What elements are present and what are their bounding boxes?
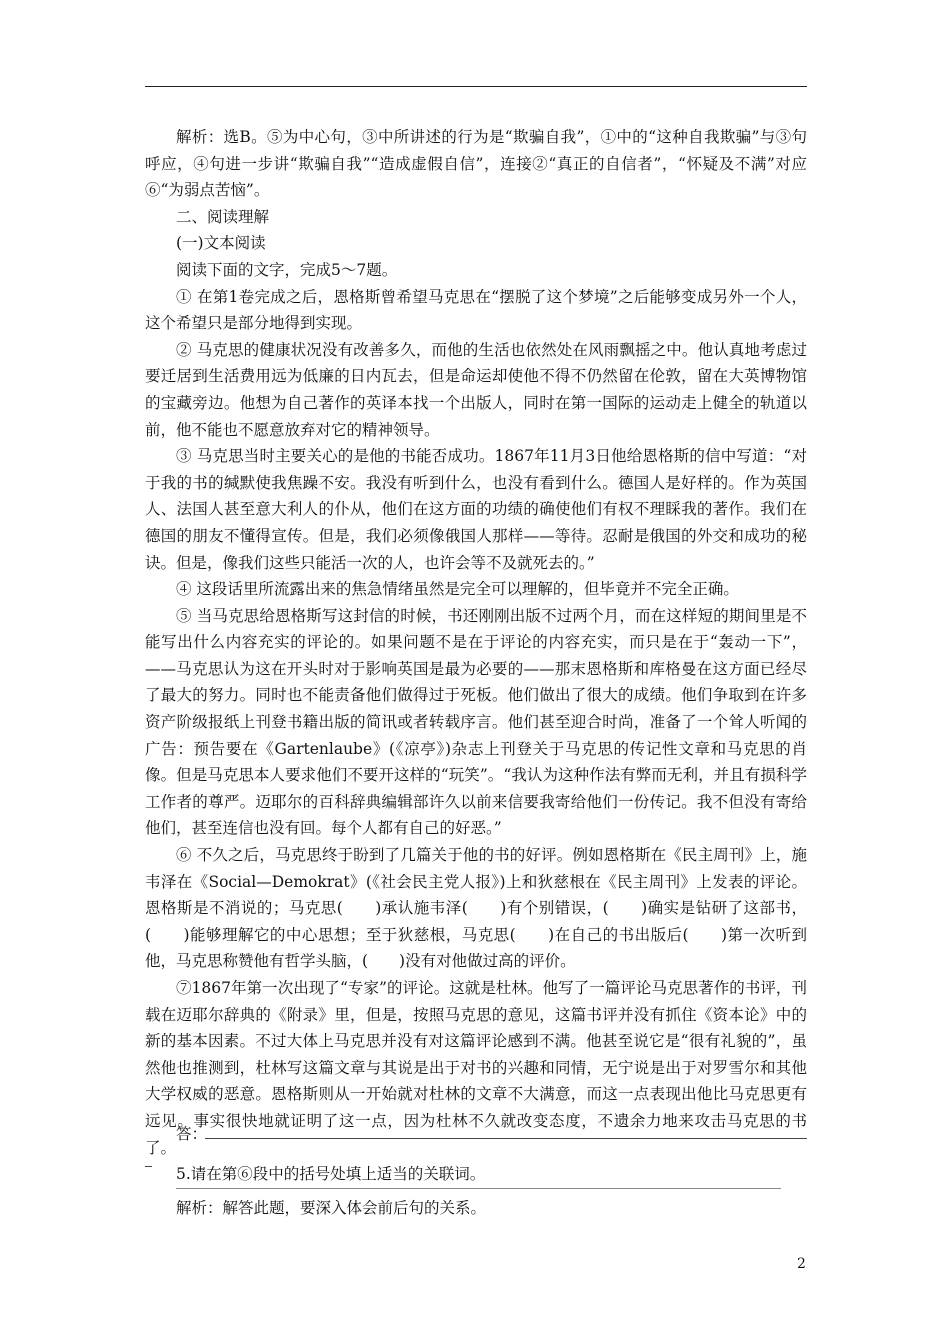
header-rule — [145, 86, 807, 87]
reading-instruction: 阅读下面的文字，完成5～7题。 — [176, 260, 398, 279]
passage-paragraph-3: ③ 马克思当时主要关心的是他的书能否成功。1867年11月3日他给恩格斯的信中写道：“对于我的书的缄默使我焦躁不安。我没有听到什么，也没有看到什么。德国人是好样的。作为英国人、法国人甚至意大利人的仆从，他们在这方面的功绩的确使他们有权不理睬我的著作。我们在德国的朋友不懂得宣传。但是，我们必须像俄国人那样——等待。忍耐是俄国的外交和成功的秘诀。但是，像我们这些只能活一次的人，也许会等不及就死去的。” — [145, 447, 807, 572]
passage-paragraph-7: ⑦1867年第一次出现了“专家”的评论。这就是杜林。他写了一篇评论马克思著作的书评，刊载在迈耶尔辞典的《附录》里，但是，按照马克思的意见，这篇书评并没有抓住《资本论》中的新的基本因素。不过大体上马克思并没有对这篇评论感到不满。他甚至说它是“很有礼貌的”，虽然他也推测到，杜林写这篇文章与其说是出于对书的兴趣和同情，无宁说是出于对罗雪尔和其他大学权威的恶意。恩格斯则从一开始就对杜林的文章不大满意，而这一点表现出他比马克思更有远见。事实很快地就证明了这一点，因为杜林不久就改变态度，不遗余力地来攻击马克思的书了。 — [145, 979, 807, 1157]
answer-blank-line-2[interactable] — [176, 1188, 781, 1189]
passage-paragraph-2: ② 马克思的健康状况没有改善多久，而他的生活也依然处在风雨飘摇之中。他认真地考虑过要迁居到生活费用远为低廉的日内瓦去，但是命运却使他不得不仍然留在伦敦，留在大英博物馆的宝藏旁边。他想为自己著作的英译本找一个出版人，同时在第一国际的运动走上健全的轨道以前，他不能也不愿意放弃对它的精神领导。 — [145, 340, 807, 439]
page-number: 2 — [797, 1256, 806, 1272]
passage-paragraph-6: ⑥ 不久之后，马克思终于盼到了几篇关于他的书的好评。例如恩格斯在《民主周刊》上，施韦泽在《Social—Demokrat》(《社会民主党人报》)上和狄慈根在《民主周刊》上发表的评论。恩格斯是不消说的；马克思( )承认施韦泽( )有个别错误，( )确实是钻研了这部书，( )能够理解它的中心思想；至于狄慈根，马克思( )在自己的书出版后( )第一次听到他，马克思称赞他有哲学头脑，( )没有对他做过高的评价。 — [145, 846, 807, 971]
passage-paragraph-4: ④ 这段话里所流露出来的焦急情绪虽然是完全可以理解的，但毕竟并不完全正确。 — [176, 580, 739, 599]
passage-paragraph-1: ① 在第1卷完成之后，恩格斯曾希望马克思在“摆脱了这个梦境”之后能够变成另外一个人，这个希望只是部分地得到实现。 — [145, 287, 807, 333]
answer-label: 答： — [176, 1125, 208, 1143]
section-heading-reading: 二、阅读理解 — [176, 207, 270, 226]
answer-line-continuation — [145, 1166, 152, 1167]
analysis-paragraph-1: 解析：选B。⑤为中心句，③中所讲述的行为是“欺骗自我”，①中的“这种自我欺骗”与③句呼应，④句进一步讲“欺骗自我”“造成虚假自信”，连接②“真正的自信者”，“怀疑及不满”对应⑥“为弱点苦恼”。 — [145, 128, 807, 200]
answer-blank-line[interactable] — [205, 1138, 807, 1139]
passage-paragraph-5: ⑤ 当马克思给恩格斯写这封信的时候，书还刚刚出版不过两个月，而在这样短的期间里是不能写出什么内容充实的评论的。如果问题不是在于评论的内容充实，而只是在于“轰动一下”，——马克思认为这在开头时对于影响英国是最为必要的——那末恩格斯和库格曼在这方面已经尽了最大的努力。同时也不能责备他们做得过于死板。他们做出了很大的成绩。他们争取到在许多资产阶级报纸上刊登书籍出版的简讯或者转载序言。他们甚至迎合时尚，准备了一个耸人听闻的广告：预告要在《Gartenlaube》(《凉亭》)杂志上刊登关于马克思的传记性文章和马克思的肖像。但是马克思本人要求他们不要开这样的“玩笑”。“我认为这种作法有弊而无利，并且有损科学工作者的尊严。迈耶尔的百科辞典编辑部许久以前来信要我寄给他们一份传记。我不但没有寄给他们，甚至连信也没有回。每个人都有自己的好恶。” — [145, 606, 807, 838]
subsection-heading-text-reading: (一)文本阅读 — [176, 234, 266, 253]
document-body — [145, 124, 807, 1188]
analysis-paragraph-2: 解析：解答此题，要深入体会前后句的关系。 — [176, 1199, 487, 1217]
question-5: 5.请在第⑥段中的括号处填上适当的关联词。 — [176, 1165, 486, 1184]
